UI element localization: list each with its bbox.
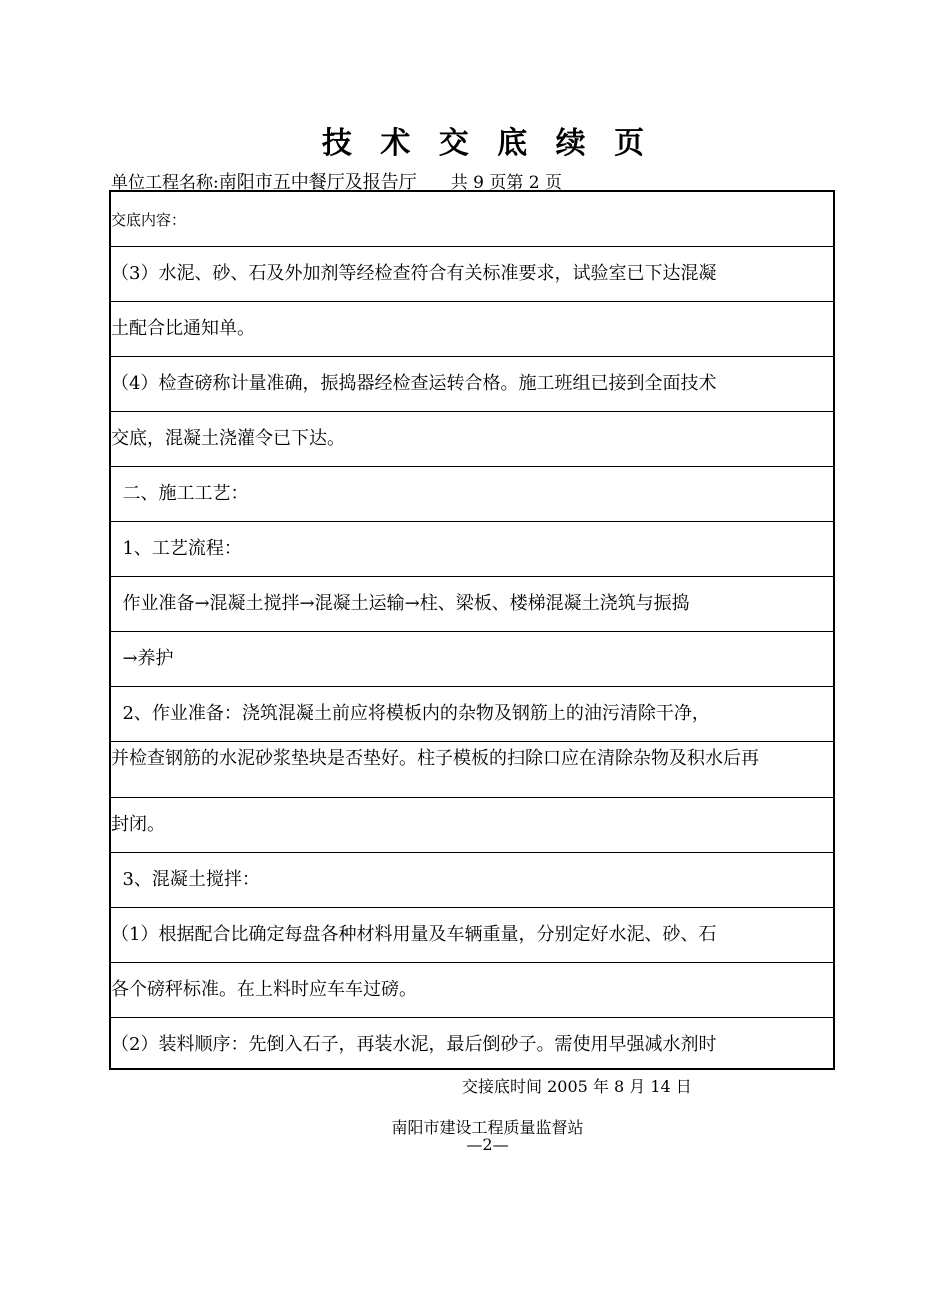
page-number: —2— (466, 1135, 509, 1154)
row-text: 2、作业准备：浇筑混凝土前应将模板内的杂物及钢筋上的油污清除干净， (111, 703, 710, 724)
table-row (111, 798, 833, 853)
table-row (111, 687, 833, 742)
row-text: →养护 (111, 648, 174, 669)
row-text: 3、混凝土搅拌： (111, 869, 260, 890)
table-row (111, 412, 833, 467)
table-row (111, 963, 833, 1018)
table-row (111, 522, 833, 577)
table-row (111, 1018, 833, 1068)
table-row (111, 742, 833, 798)
row-text: 土配合比通知单。 (111, 318, 255, 339)
row-text: 二、施工工艺： (111, 483, 249, 504)
handover-date: 交接底时间 2005 年 8 月 14 日 (462, 1077, 692, 1096)
row-text: 1、工艺流程： (111, 538, 242, 559)
table-row (111, 357, 833, 412)
row-text: 作业准备→混凝土搅拌→混凝土运输→柱、梁板、楼梯混凝土浇筑与振捣 (111, 593, 690, 614)
document-title: 技 术 交 底 续 页 (321, 126, 654, 161)
row-text: （1）根据配合比确定每盘各种材料用量及车辆重量，分别定好水泥、砂、石 (111, 924, 717, 945)
table-row (111, 577, 833, 632)
page-info: 共 9 页第 2 页 (450, 173, 562, 193)
project-name: 南阳市五中餐厅及报告厅 (218, 172, 417, 193)
project-label: 单位工程名称: (111, 173, 219, 193)
issuing-organization: 南阳市建设工程质量监督站 (391, 1118, 584, 1137)
row-text: （4）检查磅称计量准确，振捣器经检查运转合格。施工班组已接到全面技术 (111, 373, 717, 394)
table-row (111, 908, 833, 963)
table-row (111, 192, 833, 247)
table-row (111, 302, 833, 357)
row-text: 封闭。 (111, 814, 165, 835)
row-text: 各个磅秤标准。在上料时应车车过磅。 (111, 979, 417, 1000)
row-text: （3）水泥、砂、石及外加剂等经检查符合有关标准要求，试验室已下达混凝 (111, 263, 717, 284)
row-text: 并检查钢筋的水泥砂浆垫块是否垫好。柱子模板的扫除口应在清除杂物及积水后再 (111, 748, 759, 769)
table-row (111, 853, 833, 908)
row-text: 交底内容： (111, 211, 187, 229)
table-row (111, 467, 833, 522)
row-text: （2）装料顺序：先倒入石子，再装水泥，最后倒砂子。需使用早强减水剂时 (111, 1034, 717, 1055)
table-row (111, 247, 833, 302)
row-text: 交底，混凝土浇灌令已下达。 (111, 428, 345, 449)
content-table (109, 190, 835, 1070)
table-row (111, 632, 833, 687)
